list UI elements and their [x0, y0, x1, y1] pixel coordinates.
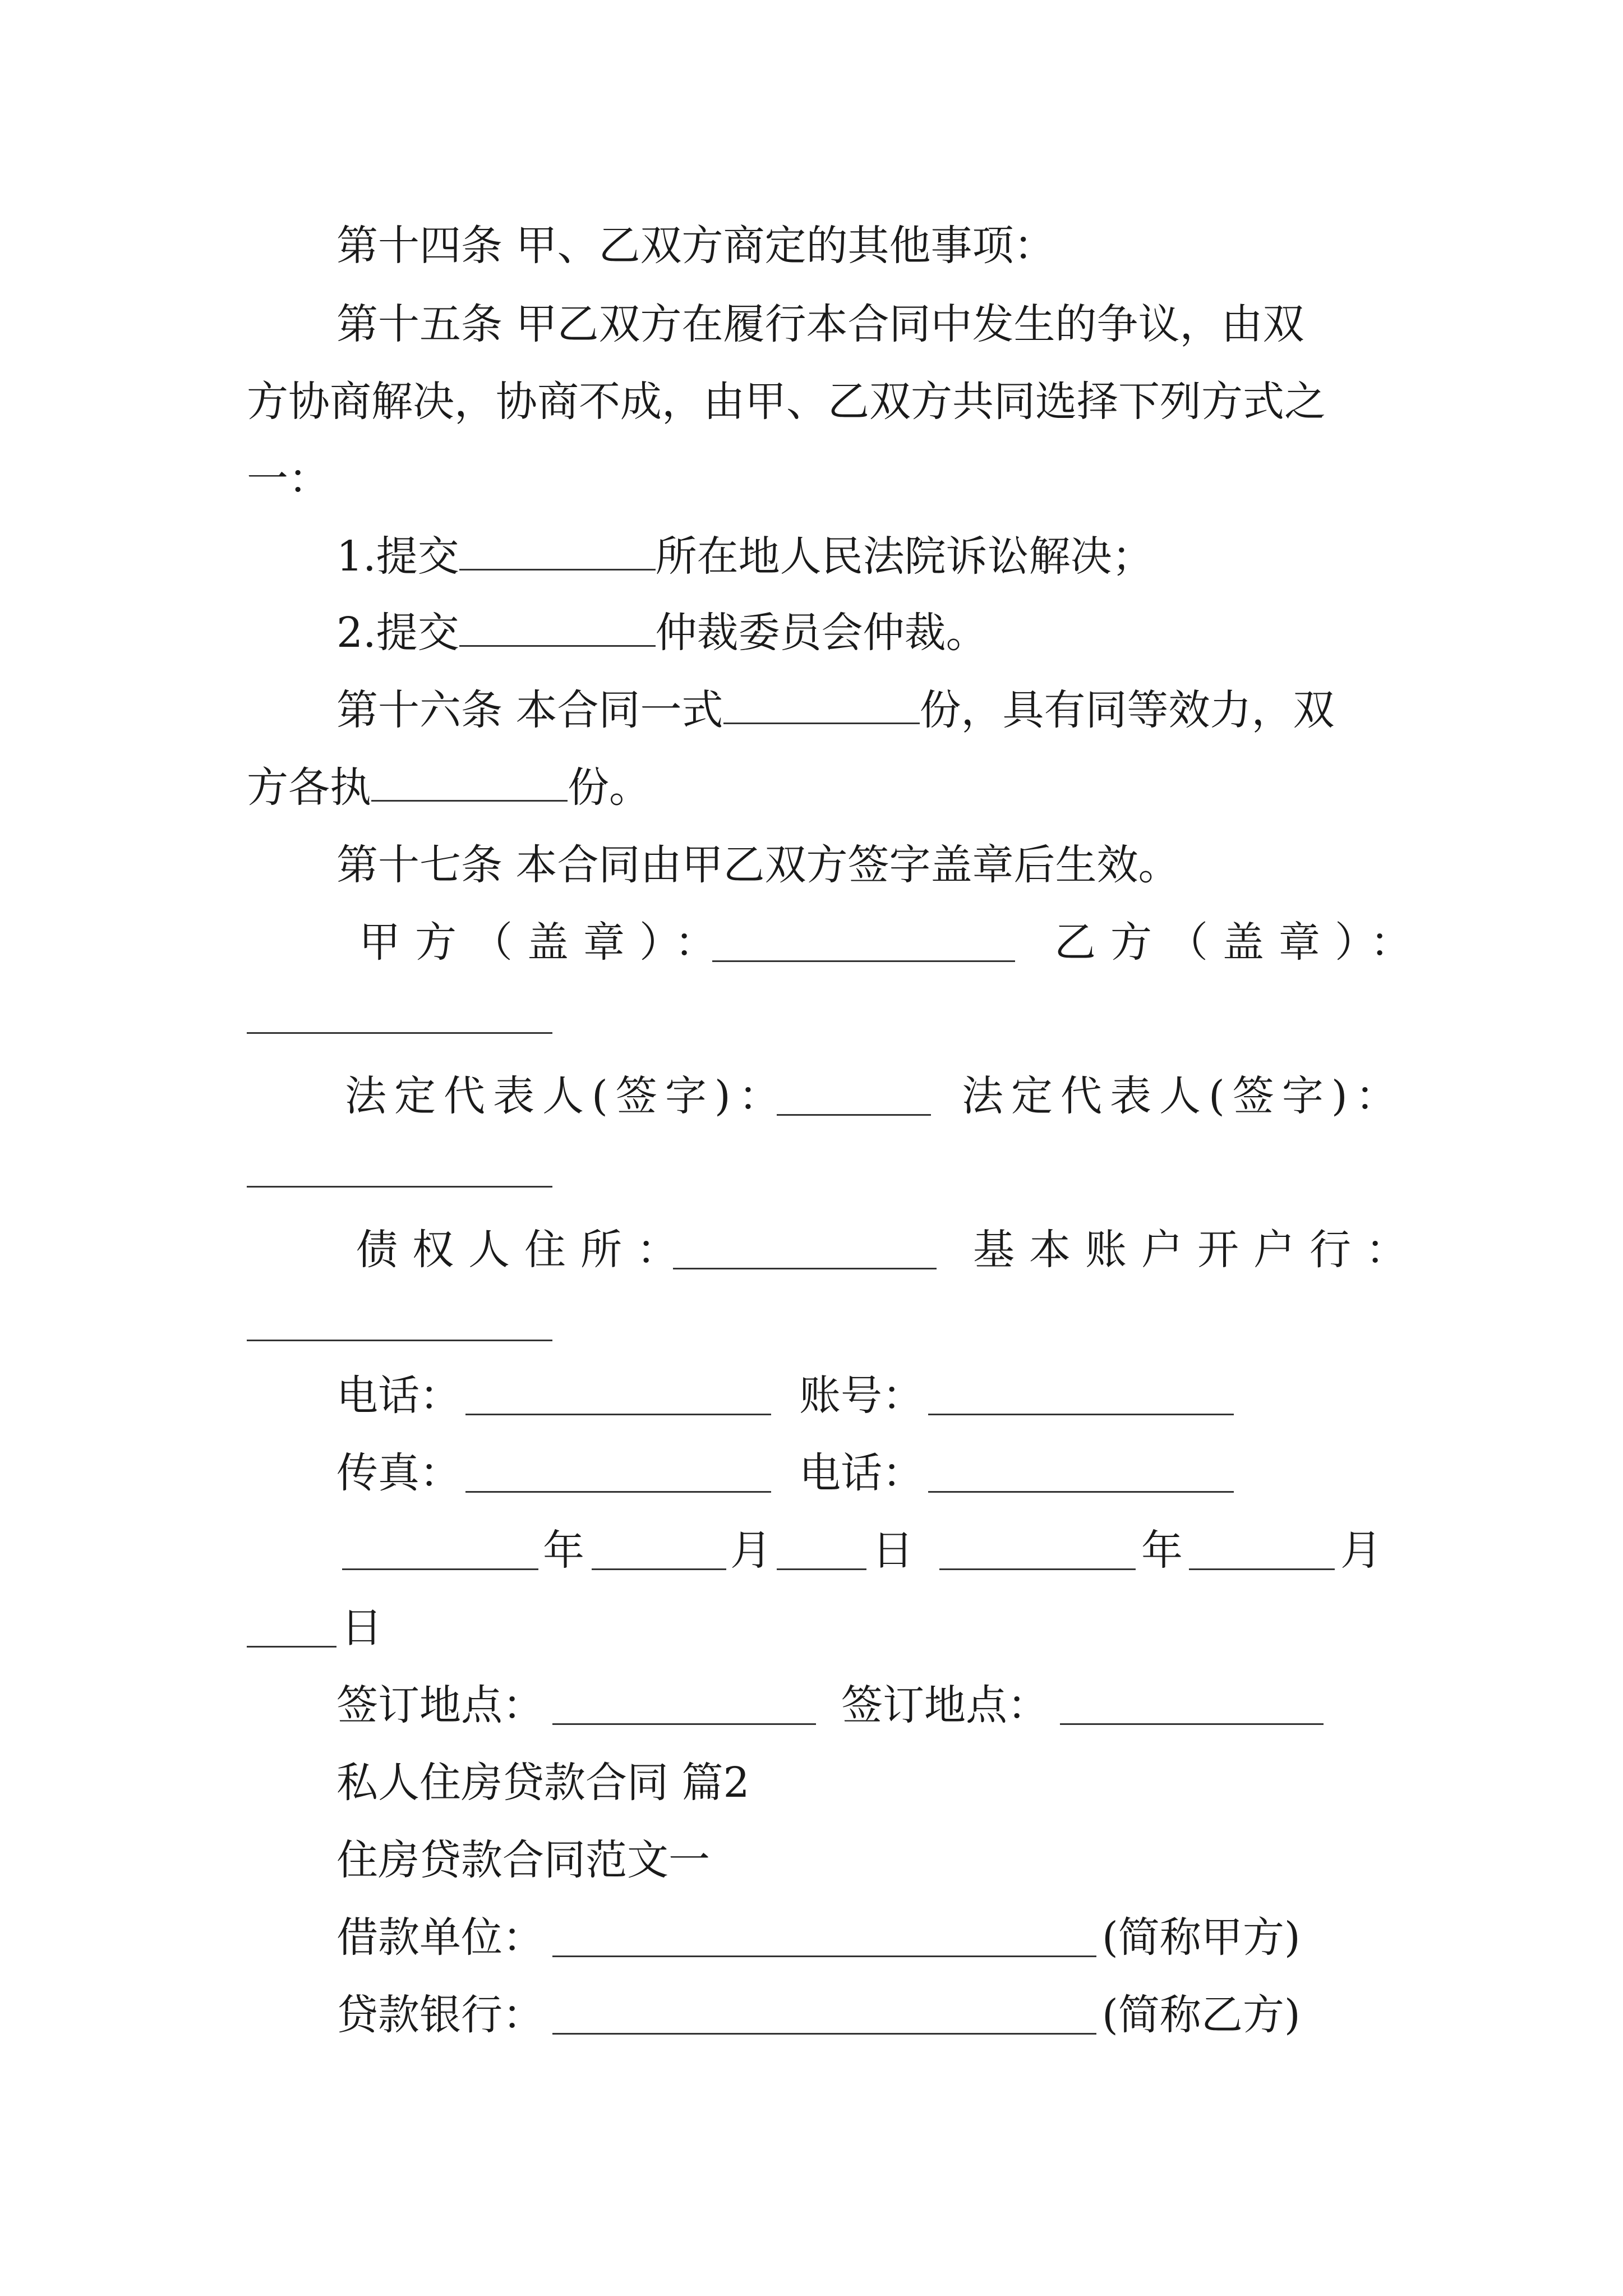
- legal-rep-a-label: 法定代表人(签字)：: [345, 1072, 788, 1120]
- legal-rep-a: [345, 1069, 788, 1123]
- article-16-mid: 份，具有同等效力，双: [919, 686, 1335, 734]
- legal-rep-b-blank: [247, 1186, 552, 1188]
- day-b-label: 日: [341, 1604, 382, 1652]
- day-a: [872, 1524, 914, 1577]
- option-1-prefix: 1.提交: [336, 532, 459, 581]
- creditor-address-blank: [673, 1268, 937, 1269]
- borrower: [336, 1911, 544, 1964]
- sign-place-b: [841, 1678, 1049, 1732]
- day-a-blank: [777, 1568, 866, 1570]
- sign-place-a-label: 签订地点：: [336, 1681, 544, 1729]
- day-b-blank: [247, 1646, 336, 1648]
- phone-a-label: 电话：: [336, 1372, 461, 1420]
- party-a-seal-blank: [712, 960, 1015, 962]
- party-a-seal: [359, 915, 731, 969]
- heading-2: [336, 1756, 750, 1810]
- sign-place-b-label: 签订地点：: [841, 1681, 1049, 1729]
- fax-label: 传真：: [336, 1449, 461, 1497]
- month-b-label: 月: [1340, 1526, 1382, 1575]
- month-a: [730, 1524, 772, 1577]
- article-17-text: 第十七条 本合同由甲乙双方签字盖章后生效。: [336, 841, 1180, 889]
- bank: [973, 1223, 1422, 1277]
- article-14: [336, 219, 1055, 273]
- year-b: [1141, 1524, 1183, 1577]
- bank-blank: [247, 1340, 552, 1341]
- each-copies-blank: [371, 761, 568, 802]
- option-2-suffix: 仲裁委员会仲裁。: [655, 609, 988, 657]
- legal-rep-a-blank: [777, 1114, 931, 1116]
- borrower-blank: [552, 1955, 1096, 1957]
- year-b-blank: [939, 1568, 1136, 1570]
- day-b: [341, 1601, 382, 1655]
- lender: [336, 1988, 544, 2042]
- party-b-seal: [1054, 915, 1426, 969]
- year-a-blank: [342, 1568, 538, 1570]
- sign-place-b-blank: [1060, 1723, 1324, 1725]
- party-a-seal-label: 甲方（盖章）：: [359, 918, 731, 967]
- article-15-line-3: [247, 452, 330, 506]
- month-a-blank: [592, 1568, 726, 1570]
- lender-label: 贷款银行：: [336, 1991, 544, 2039]
- legal-rep-b: [962, 1069, 1405, 1123]
- account: [799, 1369, 924, 1423]
- creditor-address-label: 债权人住所：: [356, 1226, 693, 1274]
- article-17: [336, 838, 1180, 892]
- lender-abbr-text: (简称乙方): [1102, 1991, 1301, 2039]
- borrower-abbr: [1102, 1911, 1301, 1964]
- heading-2-text: 私人住房贷款合同 篇2: [336, 1759, 750, 1807]
- option-2-blank: [459, 606, 656, 647]
- article-15-text-3: 一：: [247, 455, 330, 503]
- legal-rep-b-label: 法定代表人(签字)：: [962, 1072, 1405, 1120]
- option-2-prefix: 2.提交: [336, 609, 459, 657]
- option-1: [336, 530, 1154, 583]
- option-1-blank: [459, 530, 656, 570]
- party-b-seal-blank: [247, 1032, 552, 1034]
- phone-a: [336, 1369, 461, 1423]
- article-16-prefix: 第十六条 本合同一式: [336, 686, 723, 734]
- borrower-abbr-text: (简称甲方): [1102, 1913, 1301, 1962]
- article-16-line-2-suffix: 份。: [568, 763, 651, 812]
- month-a-label: 月: [730, 1526, 772, 1575]
- phone-b-label: 电话：: [799, 1449, 924, 1497]
- article-16-line-2: [247, 761, 651, 815]
- account-blank: [928, 1414, 1234, 1415]
- option-2: [336, 606, 988, 660]
- day-a-label: 日: [872, 1526, 914, 1575]
- sample-title: [336, 1833, 710, 1887]
- phone-a-blank: [465, 1414, 771, 1415]
- sign-place-a: [336, 1678, 544, 1732]
- borrower-label: 借款单位：: [336, 1913, 544, 1962]
- year-a-label: 年: [543, 1526, 584, 1575]
- article-16-line-1: [336, 683, 1335, 737]
- article-15-line-2: [247, 375, 1326, 429]
- lender-abbr: [1102, 1988, 1301, 2042]
- article-15-text-2: 方协商解决，协商不成，由甲、乙双方共同选择下列方式之: [247, 378, 1326, 426]
- article-15-line-1: [336, 297, 1304, 351]
- article-16-line-2-prefix: 方各执: [247, 763, 371, 812]
- fax: [336, 1446, 461, 1500]
- year-a: [543, 1524, 584, 1577]
- bank-label: 基本账户开户行：: [973, 1226, 1422, 1274]
- creditor-address: [356, 1223, 693, 1277]
- sign-place-a-blank: [552, 1723, 816, 1725]
- phone-b: [799, 1446, 924, 1500]
- copies-blank: [723, 683, 920, 724]
- lender-blank: [552, 2033, 1096, 2035]
- year-b-label: 年: [1141, 1526, 1183, 1575]
- month-b-blank: [1189, 1568, 1335, 1570]
- option-1-suffix: 所在地人民法院诉讼解决；: [655, 532, 1154, 581]
- article-14-text: 第十四条 甲、乙双方商定的其他事项：: [336, 222, 1055, 270]
- account-label: 账号：: [799, 1372, 924, 1420]
- phone-b-blank: [928, 1491, 1234, 1493]
- party-b-seal-label: 乙方（盖章）：: [1054, 918, 1426, 967]
- fax-blank: [465, 1491, 771, 1493]
- article-15-text-1: 第十五条 甲乙双方在履行本合同中发生的争议，由双: [336, 300, 1304, 348]
- month-b: [1340, 1524, 1382, 1577]
- sample-title-text: 住房贷款合同范文一: [336, 1836, 710, 1884]
